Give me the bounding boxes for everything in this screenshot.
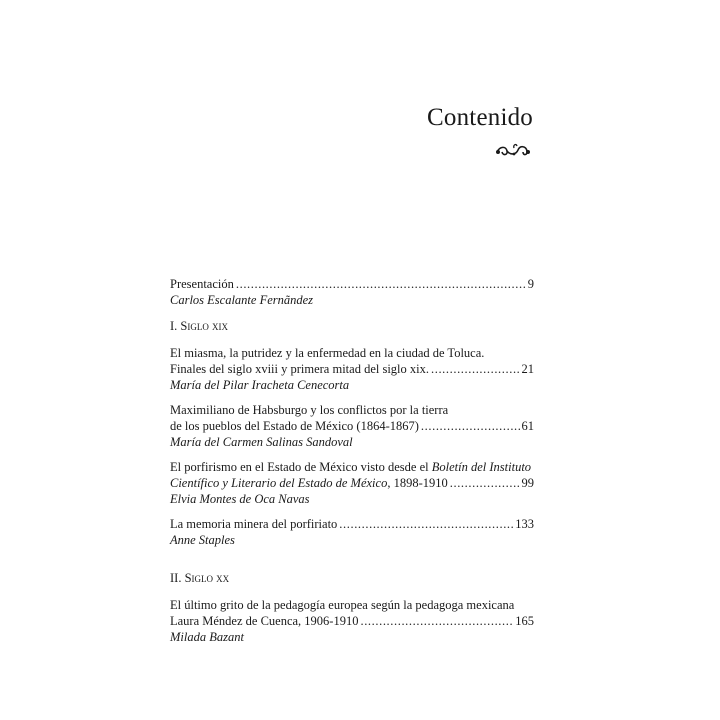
entry-title-line1: El último grito de la pedagogía europea según la pedagoga mexicana bbox=[170, 598, 515, 612]
dot-leader bbox=[421, 418, 520, 434]
page-title: Contenido bbox=[427, 104, 533, 131]
dot-leader bbox=[339, 516, 513, 532]
toc-entry-memoria[interactable] bbox=[170, 516, 534, 548]
section-label: Siglo xx bbox=[184, 571, 230, 585]
page-number: 133 bbox=[515, 517, 534, 531]
entry-author: María del Pilar Iracheta Cenecorta bbox=[170, 378, 350, 392]
dot-leader bbox=[236, 276, 526, 292]
entry-author: Anne Staples bbox=[170, 533, 235, 547]
toc-entry-miasma[interactable] bbox=[170, 345, 534, 393]
table-of-contents bbox=[170, 276, 534, 654]
entry-title: La memoria minera del porfiriato bbox=[170, 517, 338, 531]
entry-author: María del Carmen Salinas Sandoval bbox=[170, 435, 353, 449]
dot-leader bbox=[360, 613, 513, 629]
page-number: 61 bbox=[521, 419, 534, 433]
entry-title-line1-italic: Boletín del Instituto bbox=[431, 460, 532, 474]
entry-title-line1: Maximiliano de Habsburgo y los conflictos por la tierra bbox=[170, 403, 449, 417]
entry-title-line1-plain: El porfirismo en el Estado de México visto desde el bbox=[170, 460, 432, 474]
page-number: 165 bbox=[515, 614, 534, 628]
entry-title: Presentación bbox=[170, 277, 234, 291]
section-numeral: II. bbox=[170, 571, 182, 585]
page-number: 99 bbox=[521, 476, 534, 490]
toc-entry-maximiliano[interactable] bbox=[170, 402, 534, 450]
entry-title-line2: Laura Méndez de Cuenca, 1906-1910 bbox=[170, 614, 359, 628]
entry-title-line2-italic: Científico y Literario del Estado de México bbox=[170, 476, 388, 490]
entry-title-line2-plain: , 1898-1910 bbox=[387, 476, 448, 490]
section-heading-2 bbox=[170, 570, 534, 586]
entry-title-line1: El miasma, la putridez y la enfermedad en la ciudad de Toluca. bbox=[170, 346, 485, 360]
section-label: Siglo xix bbox=[180, 319, 228, 333]
entry-title-line2: Finales del siglo xviii y primera mitad del siglo xix. bbox=[170, 362, 429, 376]
toc-entry-grito[interactable] bbox=[170, 597, 534, 645]
floral-flourish-icon bbox=[494, 140, 534, 160]
toc-entry-porfirismo[interactable] bbox=[170, 459, 534, 507]
toc-entry-presentacion[interactable] bbox=[170, 276, 534, 308]
page-number: 9 bbox=[527, 277, 534, 291]
section-heading-1 bbox=[170, 318, 534, 334]
entry-author: Elvia Montes de Oca Navas bbox=[170, 492, 310, 506]
dot-leader bbox=[450, 475, 520, 491]
entry-author: Carlos Escalante Fernãndez bbox=[170, 293, 314, 307]
dot-leader bbox=[431, 361, 520, 377]
entry-title-line2: de los pueblos del Estado de México (1864-1867) bbox=[170, 419, 419, 433]
section-numeral: I. bbox=[170, 319, 178, 333]
page-number: 21 bbox=[521, 362, 534, 376]
entry-author: Milada Bazant bbox=[170, 630, 244, 644]
